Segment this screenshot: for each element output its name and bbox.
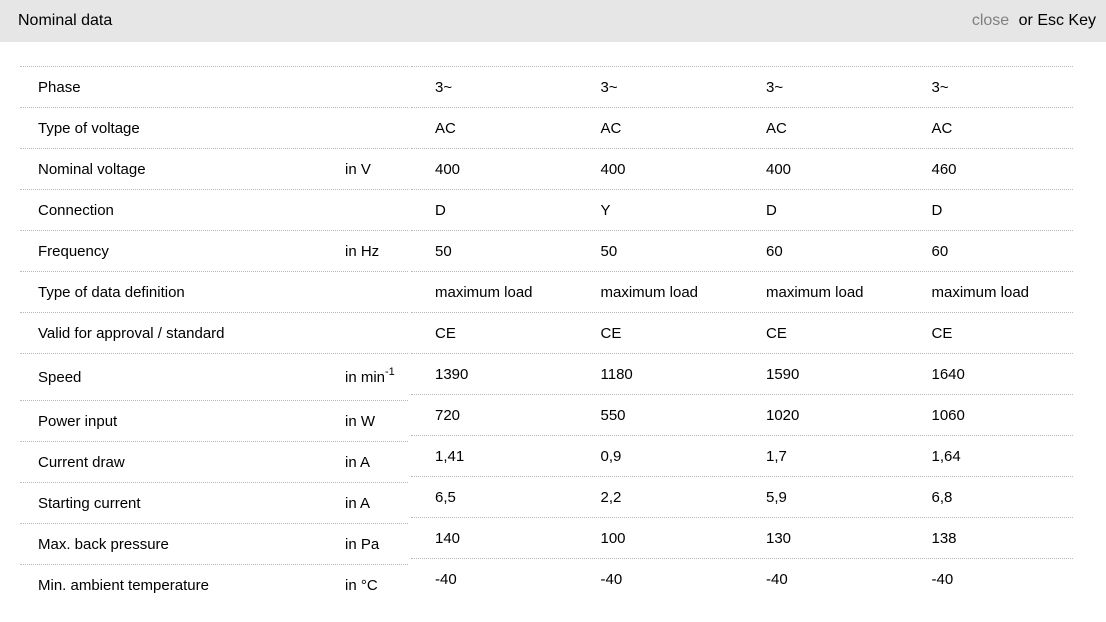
value-cell: 1060 [931, 406, 965, 424]
value-cell: maximum load [931, 283, 1030, 301]
value-cell: D [766, 201, 777, 219]
value-cell: D [435, 201, 446, 219]
row-unit: in $\min^{-1}$ [345, 365, 395, 386]
table-row-label [20, 230, 408, 271]
value-cell: 3~ [435, 78, 453, 96]
dialog-title: Nominal data [18, 12, 113, 29]
table-row-values [411, 312, 1073, 353]
table-row-values [411, 230, 1073, 271]
table-row-label [20, 312, 408, 353]
value-cell: 1180 [600, 365, 633, 383]
value-cell: 60 [931, 242, 949, 260]
table-row-label [20, 66, 408, 107]
row-unit: in V [345, 160, 371, 178]
close-button[interactable]: close [971, 12, 1010, 29]
table-row-label [20, 400, 408, 441]
value-cell: 3~ [600, 78, 618, 96]
value-cell: 400 [435, 160, 461, 178]
row-unit: in °C [345, 576, 378, 594]
table-row-values [411, 189, 1073, 230]
row-label: Min. ambient temperature [38, 576, 209, 594]
spec-table [20, 66, 1106, 605]
row-unit: in A [345, 453, 371, 471]
dialog-close-area [972, 12, 1096, 30]
table-row-label [20, 353, 408, 400]
row-label: Connection [38, 201, 114, 219]
value-columns [411, 66, 1073, 599]
row-unit: in Hz [345, 242, 380, 260]
value-cell: 1390 [435, 365, 469, 383]
table-row-label [20, 189, 408, 230]
value-cell: 1,7 [766, 447, 787, 465]
table-row-label [20, 148, 408, 189]
value-cell: 1640 [931, 365, 965, 383]
value-cell: Y [600, 201, 611, 219]
value-cell: AC [931, 119, 953, 137]
table-row-values [411, 353, 1073, 394]
row-label: Nominal voltage [38, 160, 146, 178]
value-cell: maximum load [435, 283, 533, 301]
value-cell: 50 [600, 242, 618, 260]
table-row-label [20, 564, 408, 605]
row-label: Frequency [38, 242, 109, 260]
table-row-label [20, 523, 408, 564]
row-label: Valid for approval / standard [38, 324, 225, 342]
label-column [20, 66, 408, 605]
value-cell: 3~ [931, 78, 949, 96]
value-cell: AC [600, 119, 622, 137]
value-cell: 460 [931, 160, 957, 178]
value-cell: CE [600, 324, 622, 342]
value-cell: 1,64 [931, 447, 961, 465]
value-cell: -40 [766, 570, 788, 588]
value-cell: -40 [600, 570, 623, 588]
table-row-values [411, 107, 1073, 148]
value-cell: maximum load [600, 283, 699, 301]
value-cell: D [931, 201, 943, 219]
row-unit: in W [345, 412, 375, 430]
value-cell: -40 [435, 570, 457, 588]
value-cell: CE [766, 324, 787, 342]
row-label: Max. back pressure [38, 535, 169, 553]
dialog-header [0, 0, 1106, 42]
value-cell: 1,41 [435, 447, 465, 465]
row-label: Current draw [38, 453, 125, 471]
row-label: Speed [38, 368, 82, 386]
table-row-values [411, 476, 1073, 517]
value-cell: 720 [435, 406, 461, 424]
table-row-label [20, 482, 408, 523]
table-row-label [20, 441, 408, 482]
value-cell: CE [931, 324, 953, 342]
value-cell: 50 [435, 242, 452, 260]
table-row-label [20, 107, 408, 148]
row-label: Phase [38, 78, 81, 96]
value-cell: 100 [600, 529, 626, 547]
table-row-values [411, 517, 1073, 558]
value-cell: 400 [766, 160, 792, 178]
table-row-values [411, 271, 1073, 312]
value-cell: CE [435, 324, 456, 342]
close-hint-text: or Esc Key [1018, 12, 1096, 29]
table-row-values [411, 394, 1073, 435]
value-cell: AC [435, 119, 456, 137]
value-cell: 0,9 [600, 447, 622, 465]
value-cell: maximum load [766, 283, 864, 301]
value-cell: 138 [931, 529, 957, 547]
value-cell: 140 [435, 529, 461, 547]
value-cell: 2,2 [600, 488, 622, 506]
value-cell: AC [766, 119, 787, 137]
value-cell: 3~ [766, 78, 784, 96]
table-row-values [411, 558, 1073, 599]
table-row-values [411, 66, 1073, 107]
row-unit: in A [345, 494, 371, 512]
row-unit: in Pa [345, 535, 380, 553]
table-row-values [411, 148, 1073, 189]
value-cell: -40 [931, 570, 954, 588]
value-cell: 5,9 [766, 488, 787, 506]
value-cell: 6,5 [435, 488, 456, 506]
table-row-label [20, 271, 408, 312]
row-label: Power input [38, 412, 118, 430]
unit-superscript: -1 [385, 365, 395, 378]
value-cell: 60 [766, 242, 783, 260]
row-label: Type of voltage [38, 119, 140, 137]
value-cell: 1590 [766, 365, 800, 383]
table-row-values [411, 435, 1073, 476]
value-cell: 1020 [766, 406, 800, 424]
row-label: Starting current [38, 494, 141, 512]
value-cell: 6,8 [931, 488, 953, 506]
value-cell: 550 [600, 406, 626, 424]
row-label: Type of data definition [38, 283, 185, 301]
value-cell: 400 [600, 160, 626, 178]
value-cell: 130 [766, 529, 792, 547]
